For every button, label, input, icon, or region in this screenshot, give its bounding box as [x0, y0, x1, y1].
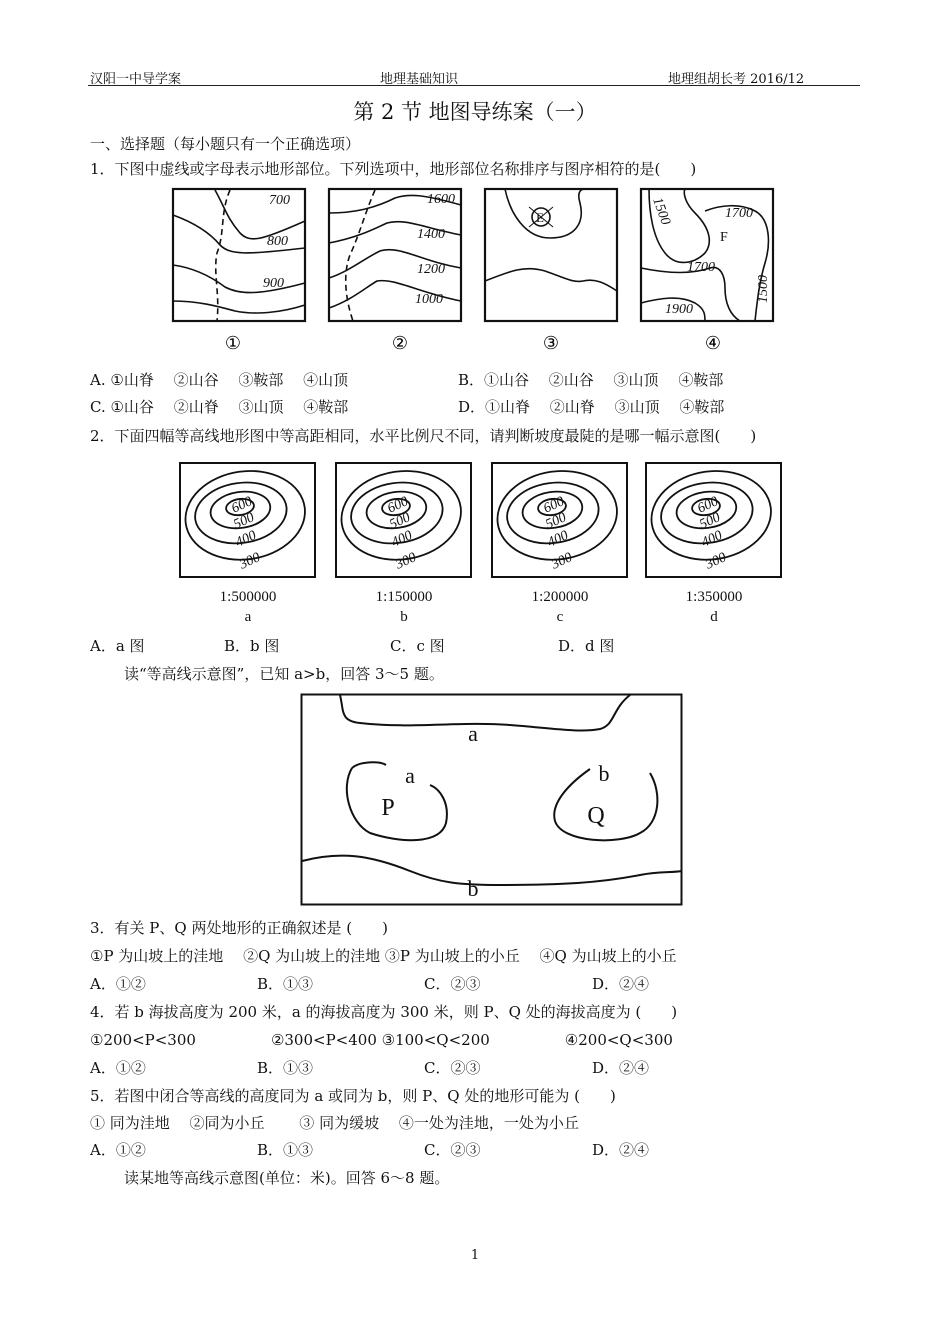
fig-label-p: P [381, 795, 395, 821]
section-heading: 一、选择题（每小题只有一个正确选项） [90, 135, 361, 153]
header-right: 地理组胡长考 2016/12 [668, 72, 805, 87]
q2-option-d: D．d 图 [558, 637, 615, 655]
q1-map2-label-1400: 1400 [417, 227, 445, 242]
q5-option-b: B．①③ [257, 1141, 314, 1159]
q4-statements: ①200<P<300 ②300<P<400 ③100<Q<200 ④200<Q<300 [90, 1031, 673, 1049]
q1-map4-label-1500b: 1500 [756, 275, 771, 303]
q1-option-b: B．①山谷 ②山谷 ③山顶 ④鞍部 [458, 371, 724, 389]
q2-contour-label: 600 [541, 494, 567, 517]
fig-label-bottom-b: b [467, 876, 479, 901]
q1-map4-label-1700a: 1700 [725, 206, 753, 221]
q3-option-a: A．①② [90, 975, 146, 993]
q1-map4-label-1500a: 1500 [649, 195, 673, 228]
q2-contour-label: 500 [387, 510, 413, 533]
q2-map-b [336, 463, 471, 625]
q2-map-a [180, 463, 315, 625]
fig-label-left-a: a [405, 763, 415, 788]
q3-option-b: B．①③ [257, 975, 314, 993]
q2-scale-label: 1:350000 [685, 589, 743, 605]
q4-option-c: C．②③ [424, 1059, 481, 1077]
q1-map4-label-1900: 1900 [665, 302, 693, 317]
q3-option-c: C．②③ [424, 975, 481, 993]
header-rule [88, 85, 860, 86]
q2-map-letter: d [710, 609, 718, 625]
q1-map2-label-1000: 1000 [415, 292, 443, 307]
q1-map2-label-1200: 1200 [417, 262, 445, 277]
header-center: 地理基础知识 [380, 72, 459, 87]
q2-map-letter: a [244, 609, 252, 625]
q1-map1-number: ① [224, 333, 242, 353]
q1-map3-label-e: E [536, 210, 544, 225]
q2-contour-label: 500 [543, 510, 569, 533]
q4-option-a: A．①② [90, 1059, 146, 1077]
q1-map-1 [173, 189, 305, 321]
q2-contour-label: 600 [229, 494, 255, 517]
q1-map2-number: ② [391, 333, 409, 353]
q2-stem: 2．下面四幅等高线地形图中等高距相同，水平比例尺不同，请判断坡度最陡的是哪一幅示意图( ) [90, 427, 757, 445]
q2-map-letter: c [556, 609, 564, 625]
q2-contour-label: 300 [237, 550, 263, 573]
q5-option-d: D．②④ [592, 1141, 650, 1159]
header-left: 汉阳一中导学案 [90, 72, 182, 87]
q2-contour-label: 300 [393, 550, 419, 573]
q1-map4-label-f: F [720, 230, 728, 245]
q5-option-c: C．②③ [424, 1141, 481, 1159]
q3-statements: ①P 为山坡上的洼地 ②Q 为山坡上的洼地 ③P 为山坡上的小丘 ④Q 为山坡上的小丘 [90, 947, 677, 965]
q3-option-d: D．②④ [592, 975, 650, 993]
page-title: 第 2 节 地图导练案（一） [353, 100, 597, 124]
q1-map1-label-800: 800 [267, 234, 288, 249]
intro-q3-5: 读“等高线示意图”，已知 a>b，回答 3～5 题。 [124, 665, 444, 683]
q2-scale-label: 1:500000 [219, 589, 277, 605]
page-number: 1 [470, 1248, 480, 1263]
q1-map2-label-1600: 1600 [427, 192, 455, 207]
q1-option-d: D．①山脊 ②山脊 ③山顶 ④鞍部 [458, 398, 725, 416]
q2-scale-label: 1:150000 [375, 589, 433, 605]
intro-q6-8: 读某地等高线示意图(单位：米)。回答 6～8 题。 [124, 1169, 450, 1187]
q2-map-letter: b [400, 609, 408, 625]
q1-stem: 1．下图中虚线或字母表示地形部位。下列选项中，地形部位名称排序与图序相符的是( ) [90, 160, 697, 178]
q2-contour-label: 400 [545, 528, 571, 551]
q1-option-a: A. ①山脊 ②山谷 ③鞍部 ④山顶 [90, 371, 349, 389]
q2-option-b: B．b 图 [224, 637, 280, 655]
q2-contour-label: 400 [233, 528, 259, 551]
q1-map3-number: ③ [542, 333, 560, 353]
fig-label-right-b: b [598, 761, 610, 786]
fig-label-q: Q [587, 803, 605, 829]
q1-map-3 [485, 189, 617, 321]
q5-statements: ① 同为洼地 ②同为小丘 ③ 同为缓坡 ④一处为洼地，一处为小丘 [90, 1114, 579, 1132]
contour-figure-q3-5 [300, 693, 684, 907]
q2-figure [170, 455, 790, 627]
q2-contour-label: 300 [549, 550, 575, 573]
q2-map-d [646, 463, 781, 625]
q2-contour-label: 500 [697, 510, 723, 533]
q2-map-c [492, 463, 627, 625]
q1-map1-label-700: 700 [269, 193, 290, 208]
q2-contour-label: 600 [385, 494, 411, 517]
q2-contour-label: 600 [695, 494, 721, 517]
q1-map1-label-900: 900 [263, 276, 284, 291]
q2-contour-label: 400 [699, 528, 725, 551]
q5-option-a: A．①② [90, 1141, 146, 1159]
q1-figure [165, 183, 790, 358]
fig-label-top-a: a [468, 721, 478, 746]
q2-option-c: C．c 图 [390, 637, 445, 655]
q2-option-a: A．a 图 [90, 637, 145, 655]
q4-option-d: D．②④ [592, 1059, 650, 1077]
q2-contour-label: 500 [231, 510, 257, 533]
q4-stem: 4．若 b 海拔高度为 200 米，a 的海拔高度为 300 米，则 P、Q 处的海拔高度为 ( ) [90, 1003, 678, 1021]
q1-map4-number: ④ [704, 333, 722, 353]
q3-stem: 3．有关 P、Q 两处地形的正确叙述是 ( ) [90, 919, 388, 937]
q2-contour-label: 400 [389, 528, 415, 551]
q1-option-c: C. ①山谷 ②山脊 ③山顶 ④鞍部 [90, 398, 349, 416]
q4-option-b: B．①③ [257, 1059, 314, 1077]
q2-scale-label: 1:200000 [531, 589, 589, 605]
q5-stem: 5．若图中闭合等高线的高度同为 a 或同为 b，则 P、Q 处的地形可能为 ( ) [90, 1087, 616, 1105]
q1-map4-label-1700b: 1700 [687, 260, 715, 275]
q2-contour-label: 300 [703, 550, 729, 573]
